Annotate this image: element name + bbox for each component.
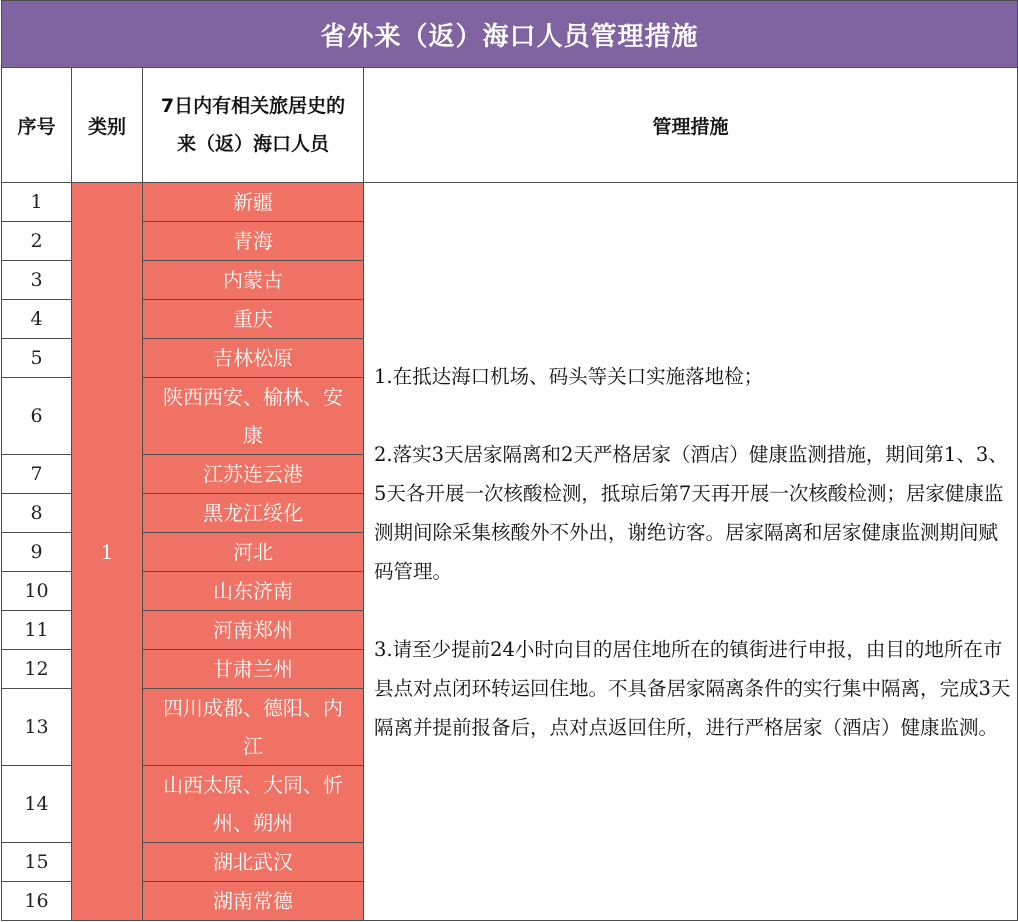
header-seq: 序号 <box>2 68 72 183</box>
header-region: 7日内有相关旅居史的来（返）海口人员 <box>143 68 364 183</box>
row-region: 新疆 <box>143 183 364 222</box>
table-row <box>2 183 1018 222</box>
measure-item: 1.在抵达海口机场、码头等关口实施落地检； <box>374 364 764 388</box>
row-region: 重庆 <box>143 300 364 339</box>
row-seq: 2 <box>2 222 72 261</box>
header-category: 类别 <box>72 68 143 183</box>
row-seq: 15 <box>2 843 72 882</box>
header-measures: 管理措施 <box>364 68 1018 183</box>
row-seq: 4 <box>2 300 72 339</box>
row-region: 河南郑州 <box>143 611 364 650</box>
row-seq: 1 <box>2 183 72 222</box>
row-region: 黑龙江绥化 <box>143 494 364 533</box>
measure-item: 2.落实3天居家隔离和2天严格居家（酒店）健康监测措施，期间第1、3、5天各开展一次核酸检测，抵琼后第7天再开展一次核酸检测；居家健康监测期间除采集核酸外不外出，谢绝访客。居家隔离和居家健康监测期间赋码管理。 <box>374 442 1008 583</box>
measure-item: 3.请至少提前24小时向目的居住地所在的镇街进行申报，由目的地所在市县点对点闭环转运回住地。不具备居家隔离条件的实行集中隔离，完成3天隔离并提前报备后，点对点返回住所，进行严格居家（酒店）健康监测。 <box>374 637 1011 739</box>
row-region: 吉林松原 <box>143 339 364 378</box>
row-region: 山西太原、大同、忻州、朔州 <box>143 766 364 843</box>
row-seq: 11 <box>2 611 72 650</box>
row-region: 河北 <box>143 533 364 572</box>
row-seq: 12 <box>2 650 72 689</box>
category-cell: 1 <box>72 183 143 921</box>
measures-table <box>1 0 1018 921</box>
measures-cell <box>364 183 1018 921</box>
row-seq: 5 <box>2 339 72 378</box>
row-region: 江苏连云港 <box>143 455 364 494</box>
row-seq: 14 <box>2 766 72 843</box>
row-region: 四川成都、德阳、内江 <box>143 689 364 766</box>
row-seq: 3 <box>2 261 72 300</box>
row-seq: 16 <box>2 882 72 921</box>
row-region: 青海 <box>143 222 364 261</box>
row-seq: 9 <box>2 533 72 572</box>
row-seq: 6 <box>2 378 72 455</box>
row-region: 陕西西安、榆林、安康 <box>143 378 364 455</box>
row-seq: 8 <box>2 494 72 533</box>
row-region: 甘肃兰州 <box>143 650 364 689</box>
row-seq: 10 <box>2 572 72 611</box>
row-region: 湖北武汉 <box>143 843 364 882</box>
row-region: 湖南常德 <box>143 882 364 921</box>
row-region: 山东济南 <box>143 572 364 611</box>
row-seq: 13 <box>2 689 72 766</box>
row-region: 内蒙古 <box>143 261 364 300</box>
row-seq: 7 <box>2 455 72 494</box>
table-title: 省外来（返）海口人员管理措施 <box>2 1 1018 68</box>
